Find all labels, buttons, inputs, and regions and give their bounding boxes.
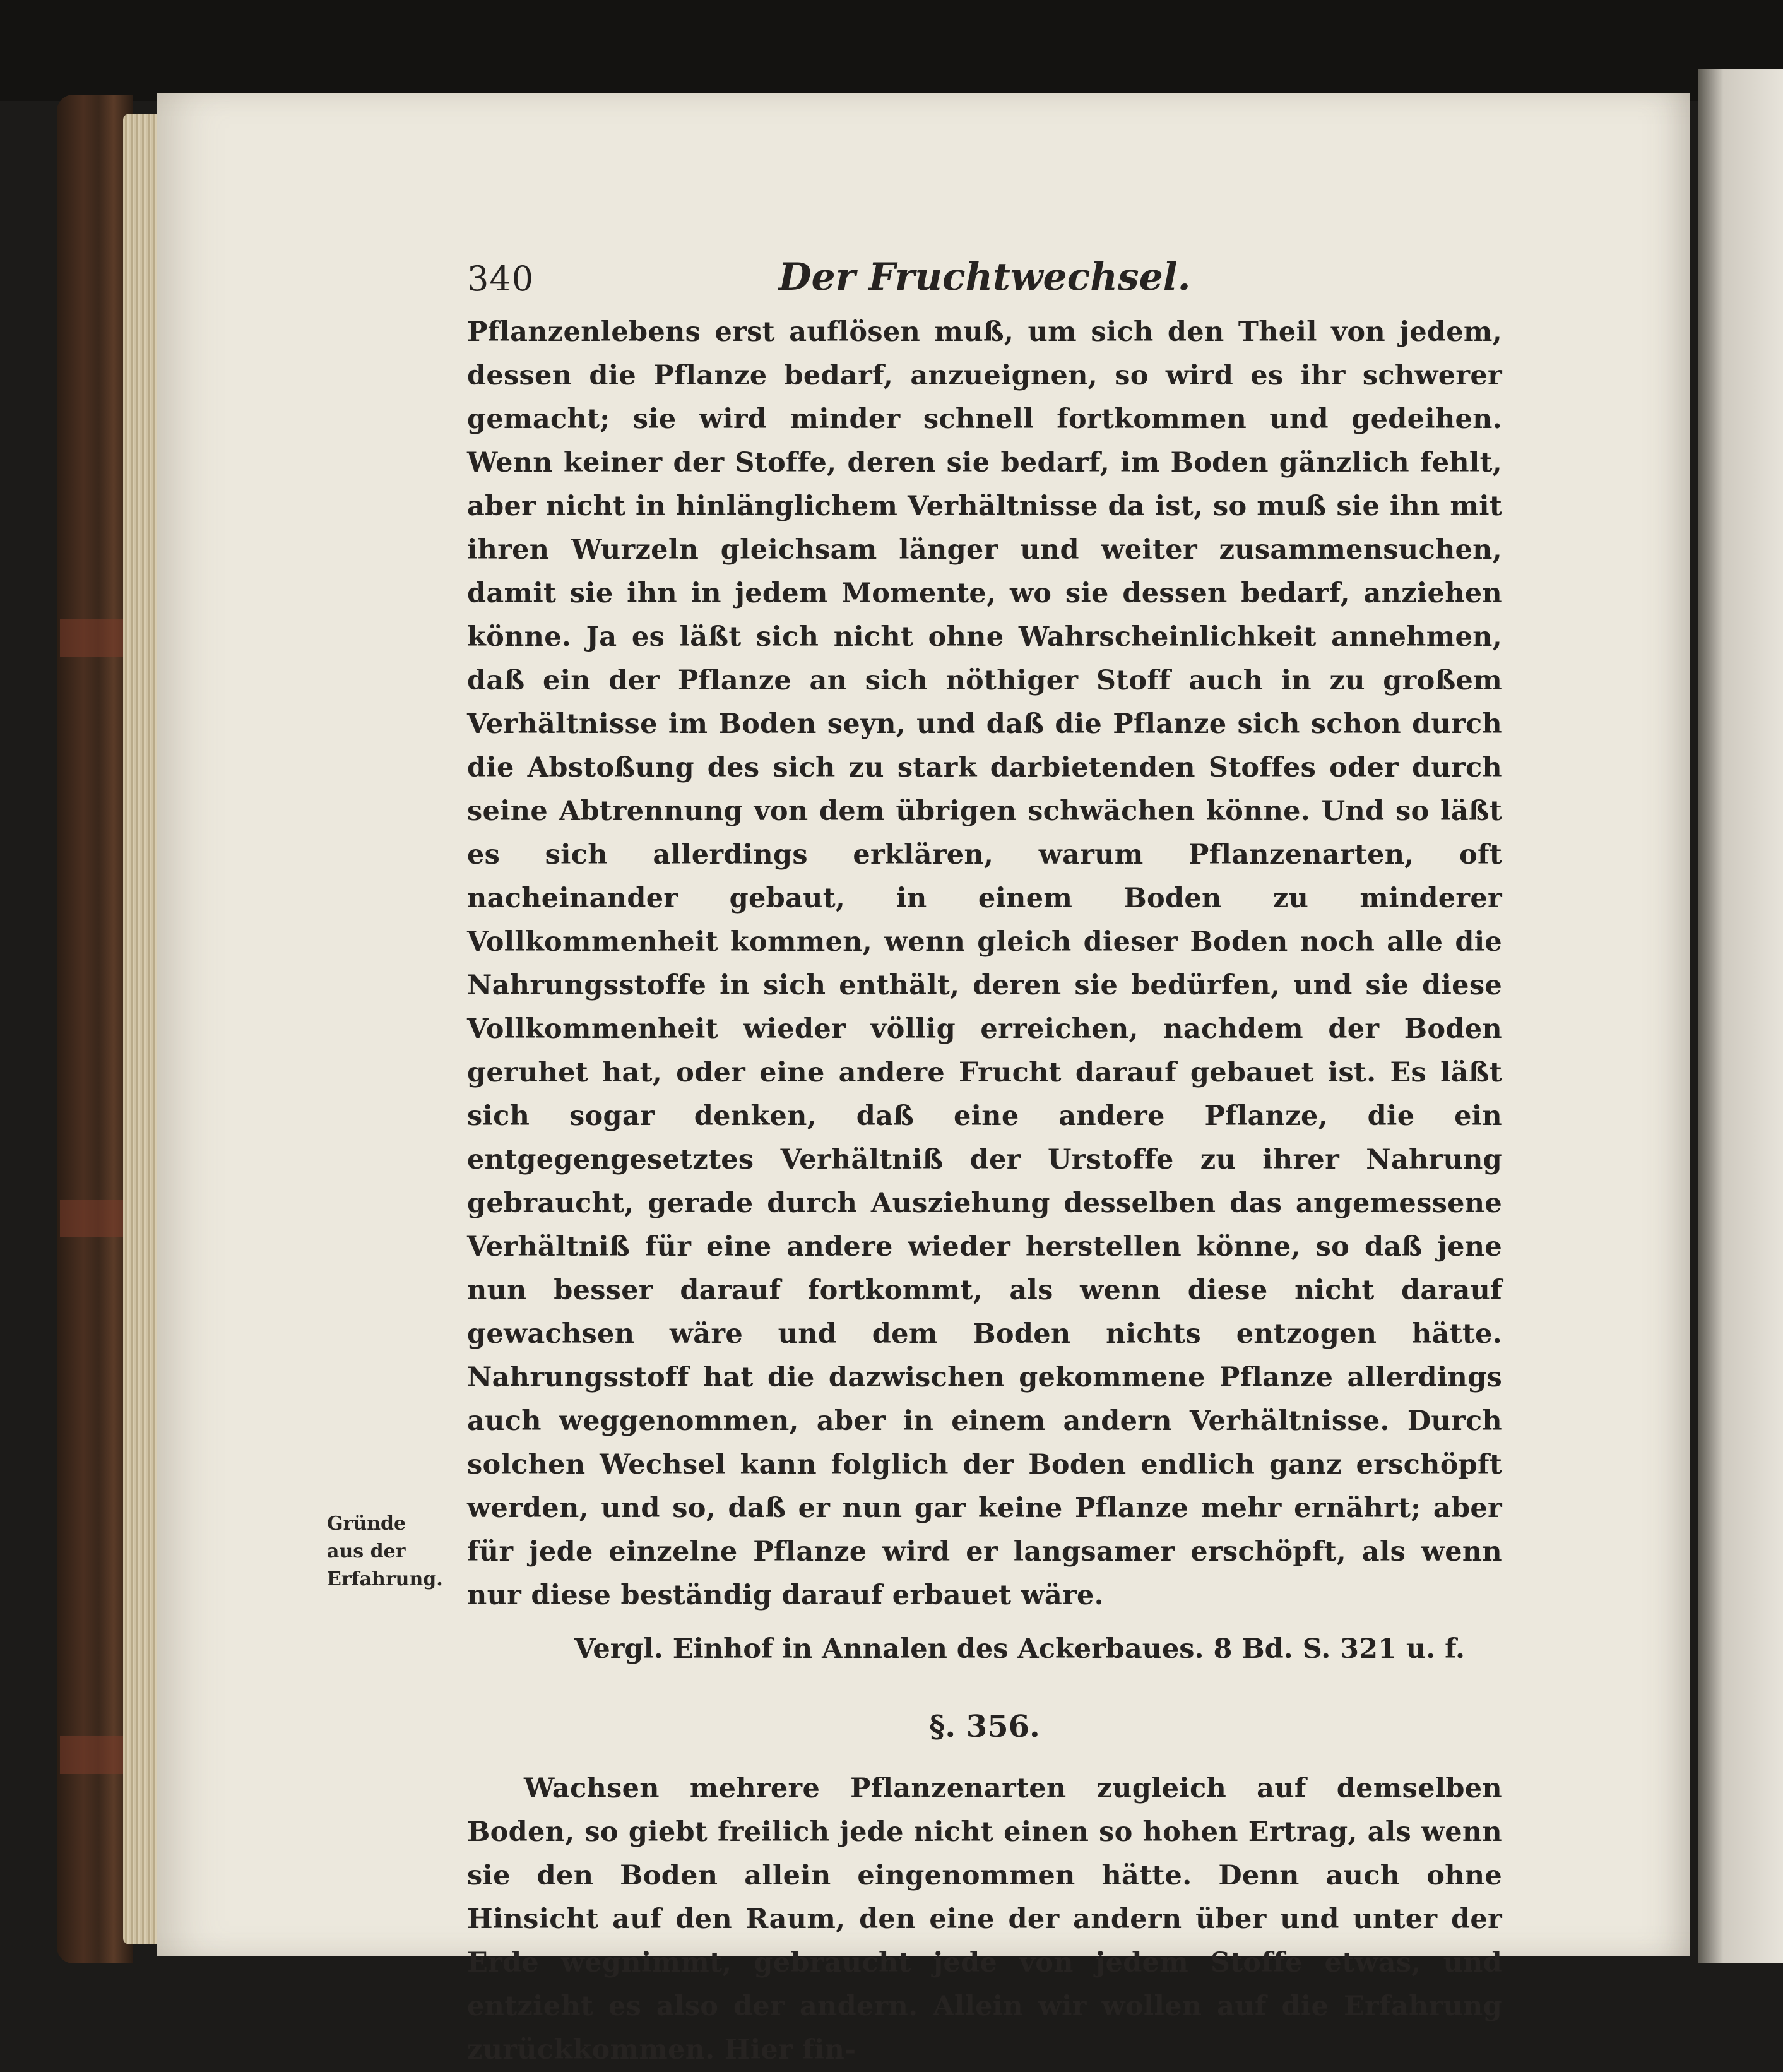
paragraph-continued: Pflanzenlebens erst auflösen muß, um sich den Theil von jedem, dessen die Pflanze bedarf, anzueignen, so wird es ihr schwerer gemacht; sie wird minder schnell fortkommen und gedeihen. Wenn keiner der Stoffe, deren sie bedarf, im Boden gänzlich fehlt, aber nicht in hinlänglichem Verhältnisse da ist, so muß sie ihn mit ihren Wurzeln gleichsam länger und weiter zusammensuchen, damit sie ihn in jedem Momente, wo sie dessen bedarf, anziehen könne. Ja es läßt sich nicht ohne Wahrscheinlichkeit annehmen, daß ein der Pflanze an sich nöthiger Stoff auch in zu großem Verhältnisse im Boden seyn, und daß die Pflanze sich schon durch die Abstoßung des sich zu stark darbietenden Stoffes oder durch seine Abtrennung von dem übrigen schwächen könne. Und so läßt es sich allerdings erklären, warum Pflanzenarten, oft nacheinander gebaut, in einem Boden zu minderer Vollkommenheit kommen, wenn gleich dieser Boden noch alle die Nahrungsstoffe in sich enthält, deren sie bedürfen, und sie diese Vollkommenheit wieder völlig erreichen, nachdem der Boden geruhet hat, oder eine andere Frucht darauf gebauet ist. Es läßt sich sogar denken, daß eine andere Pflanze, die ein entgegengesetztes Verhältniß der Urstoffe zu ihrer Nahrung gebraucht, gerade durch Ausziehung desselben das angemessene Verhältniß für eine andere wieder herstellen könne, so daß jene nun besser darauf fortkommt, als wenn diese nicht darauf gewachsen wäre und dem Boden nichts entzogen hätte. Nahrungsstoff hat die dazwischen gekommene Pflanze allerdings auch weggenommen, aber in einem andern Verhältnisse. Durch solchen Wechsel kann folglich der Boden endlich ganz erschöpft werden, und so, daß er nun gar keine Pflanze mehr ernährt; aber für jede einzelne Pflanze wird er langsamer erschöpft, als wenn nur diese beständig darauf erbauet wäre. bbox=[467, 316, 1502, 1611]
page-header bbox=[467, 253, 1502, 311]
dark-background bbox=[0, 0, 1783, 101]
page-content bbox=[467, 253, 1502, 2072]
cover-decoration bbox=[60, 619, 129, 657]
cover-decoration bbox=[60, 1200, 129, 1237]
section-paragraph: Wachsen mehrere Pflanzenarten zugleich auf demselben Boden, so giebt freilich jede nicht einen so hohen Ertrag, als wenn sie den Boden allein eingenommen hätte. Denn auch ohne Hinsicht auf den Raum, den eine der andern über und unter der Erde wegnimmt, gebraucht jede von jedem Stoffe etwas, und entzieht es also der andern. Allein wir wollen auf die Erfahrung zurückkommen. Hier fin- bbox=[467, 1773, 1502, 2066]
cover-decoration bbox=[60, 1736, 129, 1774]
margin-note: Gründe aus der Erfahrung. bbox=[327, 1513, 443, 1590]
page-number: 340 bbox=[467, 259, 535, 299]
reference-note: Vergl. Einhof in Annalen des Ackerbaues. 8 Bd. S. 321 u. f. bbox=[574, 1633, 1466, 1665]
facing-page bbox=[1698, 69, 1783, 1963]
section-heading: §. 356. bbox=[929, 1709, 1040, 1744]
running-title: Der Fruchtwechsel. bbox=[778, 255, 1191, 299]
book-cover-edge bbox=[57, 95, 133, 1963]
